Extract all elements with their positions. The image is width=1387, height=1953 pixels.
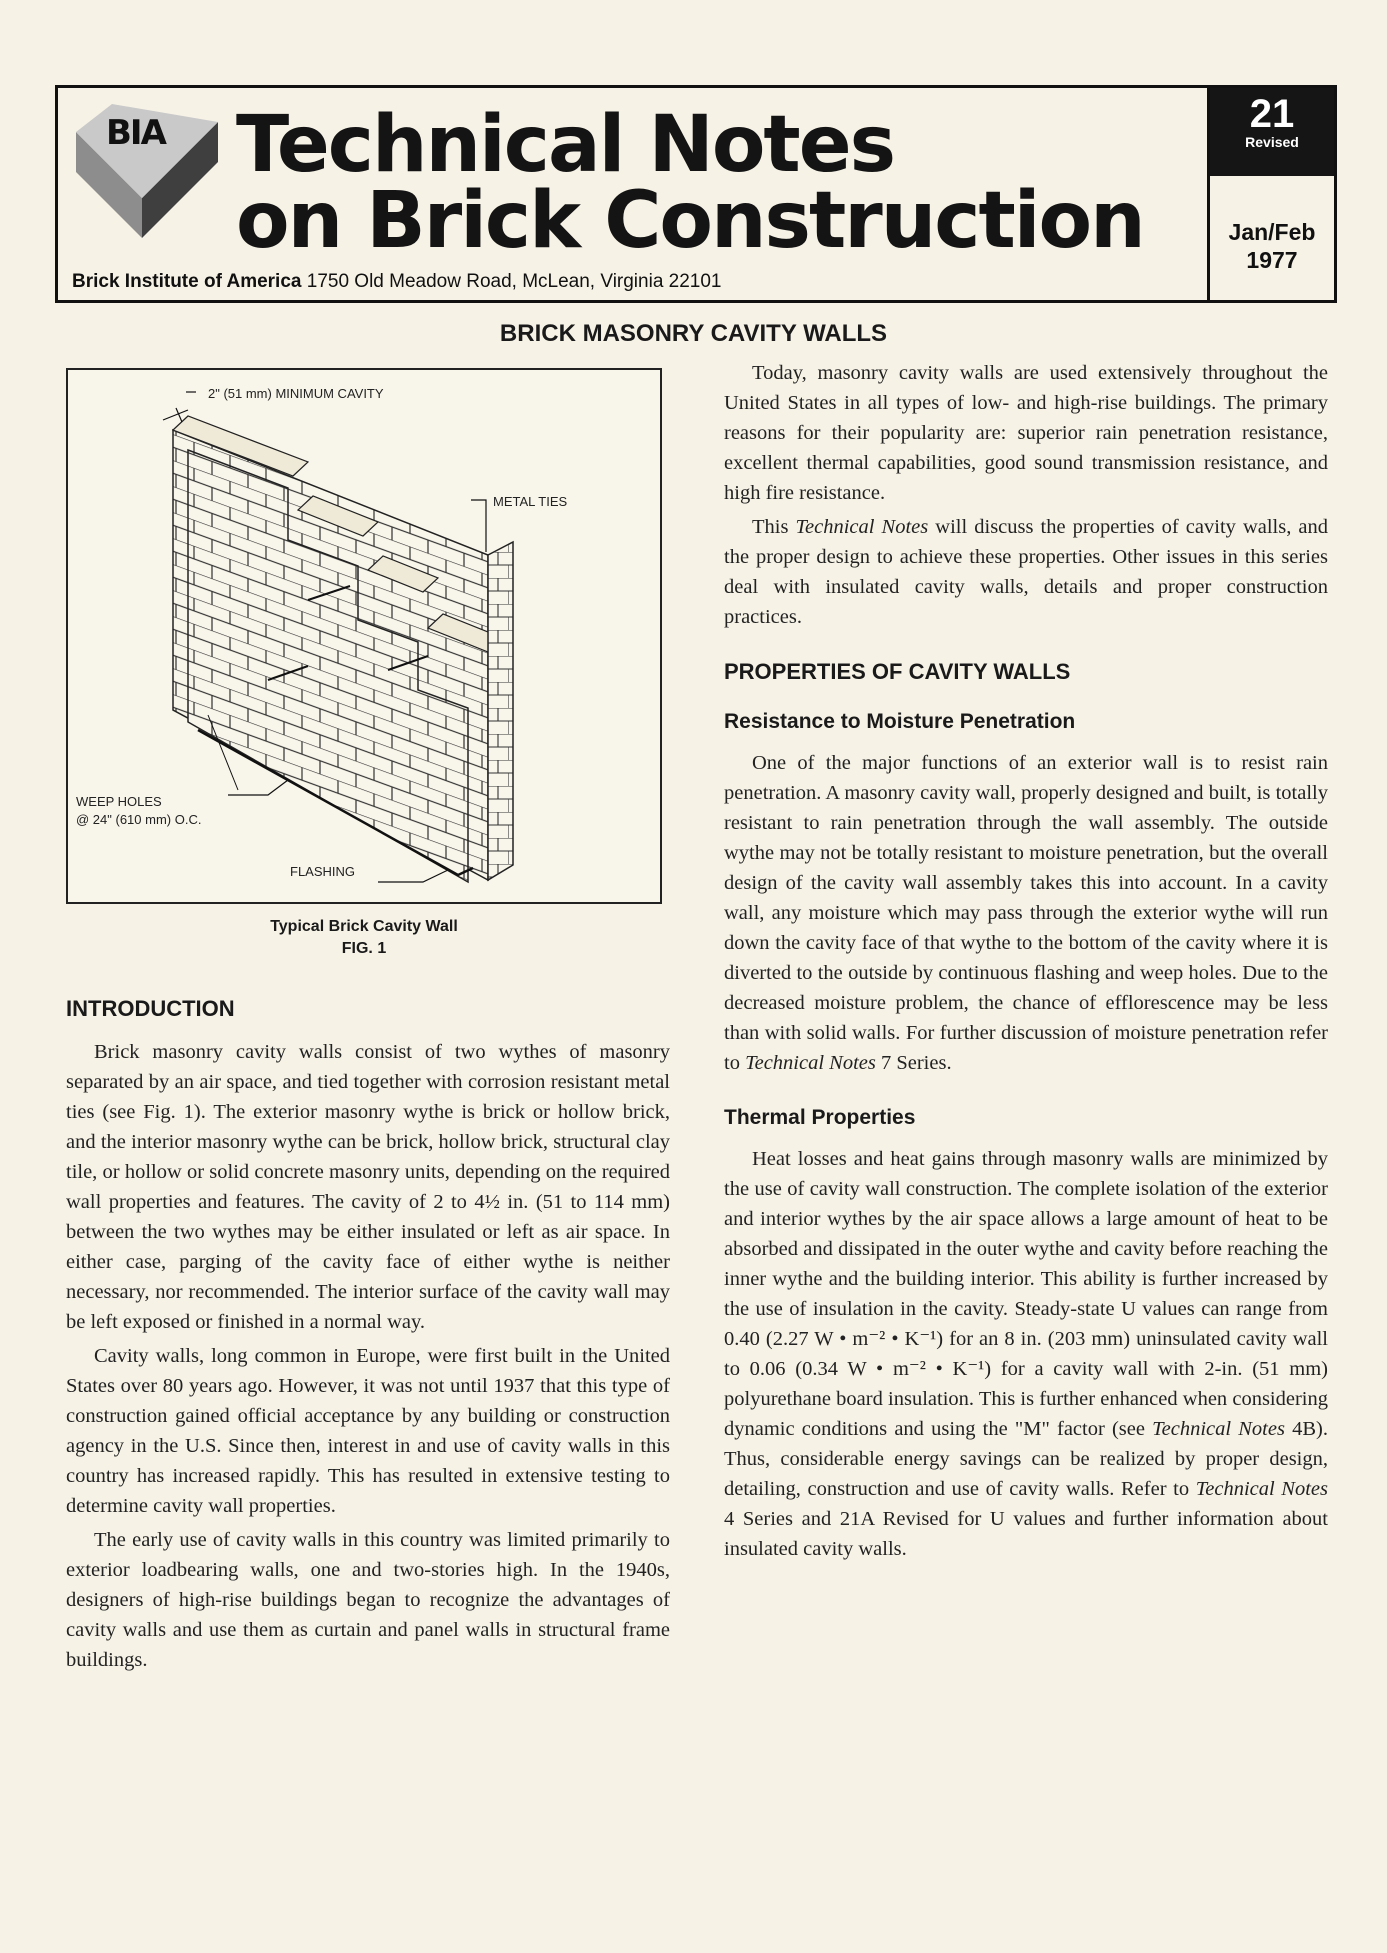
issue-date: [1210, 176, 1334, 274]
bia-logo-icon: [72, 102, 222, 242]
introduction-heading: INTRODUCTION: [66, 996, 235, 1021]
org-name: Brick Institute of America: [72, 271, 302, 292]
left-column: [66, 995, 670, 1675]
issue-number: 21: [1249, 92, 1295, 136]
intro-paragraph-1: Brick masonry cavity walls consist of two wythes of masonry separated by an air space, and tied together with corrosion resistant metal ties (see Fig. 1). The exterior masonry wythe is brick or hollow brick, and the interior masonry wythe can be brick, hollow brick, structural clay tile, or hollow or solid concrete masonry units, depending on the required wall properties and features. The cavity of 2 to 4½ in. (51 to 114 mm) between the two wythes may be either insulated or left as air space. In either case, parging of the cavity face of either wythe is neither necessary, nor recommended. The interior surface of the cavity wall may be left exposed or finished in a normal way.: [66, 1041, 670, 1333]
label-weep-holes: WEEP HOLES: [76, 794, 162, 809]
figure-caption: [66, 916, 662, 960]
org-street: 1750 Old Meadow Road, McLean, Virginia 22101: [301, 271, 722, 292]
title-line-1: Technical Notes: [236, 100, 895, 190]
thermal-paragraph: Heat losses and heat gains through masonry walls are minimized by the use of cavity wall construction. The complete isolation of the exterior and interior wythes by the air space allows a large amount of heat to be absorbed and dissipated in the outer wythe and cavity before reaching the inner wythe and the building interior. This ability is further increased by the use of insulation in the cavity. Steady-state U values can range from 0.40 (2.27 W • m⁻² • K⁻¹) for an 8 in. (203 mm) uninsulated cavity wall to 0.06 (0.34 W • m⁻² • K⁻¹) for a cavity wall with 2-in. (51 mm) polyurethane board insulation. This is further enhanced when considering dynamic conditions and using the "M" factor (see Technical Notes 4B). Thus, considerable energy savings can be realized by proper design, detailing, construction and use of cavity walls. Refer to Technical Notes 4 Series and 21A Revised for U values and further information about insulated cavity walls.: [724, 1148, 1329, 1560]
issue-year: 1977: [1246, 247, 1298, 273]
issue-number-block: [1210, 88, 1334, 176]
title-line-2: on Brick Construction: [236, 176, 1144, 266]
thermal-subheading: Thermal Properties: [724, 1106, 916, 1129]
properties-heading: PROPERTIES OF CAVITY WALLS: [724, 659, 1071, 684]
issue-month: Jan/Feb: [1228, 219, 1316, 245]
document-title: BRICK MASONRY CAVITY WALLS: [499, 320, 888, 347]
issue-box: [1207, 88, 1334, 300]
publisher-address: [72, 271, 722, 293]
label-flashing: FLASHING: [290, 864, 356, 879]
figure-frame: [66, 368, 662, 904]
intro-paragraph-3: The early use of cavity walls in this country was limited primarily to exterior loadbearing walls, one and two-stories high. In the 1940s, designers of high-rise buildings began to recognize the advantages of cavity walls and use them as curtain and panel walls in structural frame buildings.: [66, 1529, 670, 1671]
figure-caption-title: Typical Brick Cavity Wall: [270, 918, 458, 935]
bia-logo-text: BIA: [106, 113, 165, 153]
masthead: [55, 85, 1337, 303]
label-minimum-cavity: 2" (51 mm) MINIMUM CAVITY: [208, 386, 384, 401]
right-column: [724, 358, 1328, 1564]
issue-status: Revised: [1245, 134, 1299, 150]
label-weep-spacing: @ 24" (610 mm) O.C.: [76, 812, 202, 827]
figure-caption-number: FIG. 1: [341, 940, 387, 957]
label-metal-ties: METAL TIES: [493, 494, 568, 509]
overview-paragraph-2: This Technical Notes will discuss the properties of cavity walls, and the proper design to achieve these properties. Other issues in this series deal with insulated cavity walls, details and proper construction practices.: [724, 516, 1329, 628]
moisture-subheading: Resistance to Moisture Penetration: [724, 710, 1076, 733]
intro-paragraph-2: Cavity walls, long common in Europe, were first built in the United States over 80 years ago. However, it was not until 1937 that this type of construction gained official acceptance by any building or construction agency in the U.S. Since then, interest in and use of cavity walls in this country has increased rapidly. This has resulted in extensive testing to determine cavity wall properties.: [66, 1345, 670, 1517]
overview-paragraph-1: Today, masonry cavity walls are used extensively throughout the United States in all types of low- and high-rise buildings. The primary reasons for their popularity are: superior rain penetration resistance, excellent thermal capabilities, good sound transmission resistance, and high fire resistance.: [724, 362, 1328, 504]
moisture-paragraph: One of the major functions of an exterior wall is to resist rain penetration. A masonry cavity wall, properly designed and built, is totally resistant to rain penetration through the wall assembly. The outside wythe may not be totally resistant to moisture penetration, but the overall design of the cavity wall assembly takes this into account. In a cavity wall, any moisture which may pass through the exterior wythe will run down the cavity face of that wythe to the bottom of the cavity where it is diverted to the outside by continuous flashing and weep holes. Due to the decreased moisture problem, the chance of efflorescence may be less than with solid walls. For further discussion of moisture penetration refer to Technical Notes 7 Series.: [724, 752, 1328, 1074]
